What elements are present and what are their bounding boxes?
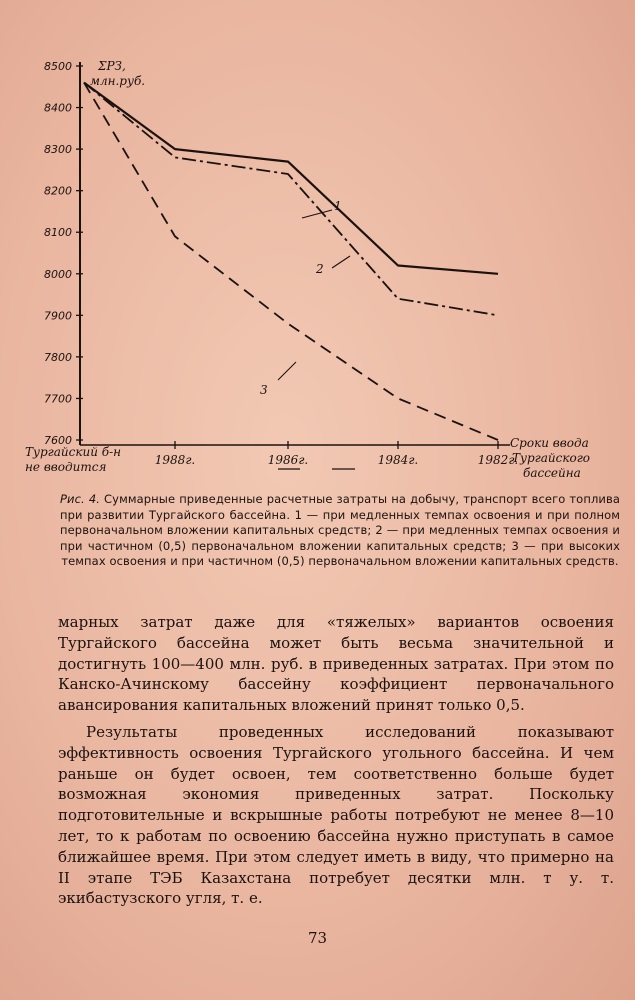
x-tick-label: 1986г. bbox=[267, 453, 309, 467]
page-number: 73 bbox=[307, 929, 328, 947]
x-axis-label-line: бассейна bbox=[523, 466, 581, 480]
y-tick-label: 8200 bbox=[44, 184, 72, 198]
paragraph-2: Результаты проведенных исследований показывают эффективность освоения Тургайского угольного бассейна. И чем раньше он будет освоен, тем соответственно больше будет возможная экономия приведенных затрат. Поскольку подготовительные и вскрышные работы потребуют не менее 8—10 лет, то к работам по освоению бассейна нужно приступать в самое ближайшее время. При этом следует иметь в виду, что примерно на II этапе ТЭБ Казахстана потребует десятки млн. т у. т. экибастузского угля, т. е. bbox=[58, 722, 614, 908]
x-tick-label: 1984г. bbox=[377, 453, 419, 467]
series-label-3: 3 bbox=[260, 383, 268, 397]
caption-label: Рис. 4. bbox=[60, 492, 100, 506]
series-label-leader bbox=[302, 210, 332, 218]
x-axis-label bbox=[510, 436, 590, 480]
y-tick-label: 7600 bbox=[44, 434, 72, 447]
line-chart bbox=[20, 40, 620, 490]
x-tick-label-cont: не вводится bbox=[25, 460, 107, 474]
y-tick-label: 8000 bbox=[44, 267, 72, 281]
caption-text: Суммарные приведенные расчетные затраты на добычу, транспорт всего топлива при развитии Тургайского бассейна. 1 — при медленных темпах освоения и при полном первоначальном вложении капитальных средств; 2 — при медленных темпах освоения и при частичном (0,5) первоначальном вложении капитальных средств; 3 — при высоких темпах освоения и при частичном (0,5) первоначальном вложении капитальных средств. bbox=[60, 492, 620, 568]
paragraph-1: марных затрат даже для «тяжелых» вариантов освоения Тургайского бассейна может быть весьма значительной и достигнуть 100—400 млн. руб. в приведенных затратах. При этом по Канско-Ачинскому бассейну коэффициент первоначального авансирования капитальных вложений принят только 0,5. bbox=[58, 613, 614, 715]
y-axis-label bbox=[90, 59, 145, 88]
figure-4 bbox=[20, 40, 620, 490]
x-axis-label-line: Сроки ввода bbox=[510, 436, 589, 450]
series-label-2: 2 bbox=[316, 262, 324, 276]
chart-axes bbox=[80, 62, 510, 469]
x-axis-label-line: Тургайского bbox=[512, 451, 590, 465]
x-tick-label: 1982г. bbox=[477, 453, 519, 467]
series-line-3 bbox=[84, 83, 498, 440]
figure-caption bbox=[60, 492, 620, 570]
y-tick-label: 7900 bbox=[44, 309, 72, 323]
y-tick-label: 7800 bbox=[44, 350, 72, 364]
series-label-leader bbox=[278, 362, 296, 380]
y-axis-label-line-1: ΣРЗ, bbox=[98, 59, 126, 73]
series-line-2 bbox=[84, 83, 498, 316]
y-tick-label: 8400 bbox=[44, 101, 72, 115]
series-label-1: 1 bbox=[334, 199, 342, 213]
x-tick-labels bbox=[25, 441, 518, 474]
body-text bbox=[58, 612, 614, 909]
y-tick-labels bbox=[44, 60, 83, 447]
series-lines bbox=[84, 83, 498, 440]
x-tick-label: Тургайский б-н bbox=[25, 445, 122, 459]
x-tick-label: 1988г. bbox=[154, 453, 196, 467]
y-tick-label: 7700 bbox=[44, 392, 72, 406]
series-label-leader bbox=[332, 256, 350, 268]
y-tick-label: 8500 bbox=[44, 60, 72, 73]
y-axis-label-line-2: млн.руб. bbox=[90, 74, 146, 88]
y-tick-label: 8300 bbox=[44, 143, 72, 157]
y-tick-label: 8100 bbox=[44, 226, 72, 240]
